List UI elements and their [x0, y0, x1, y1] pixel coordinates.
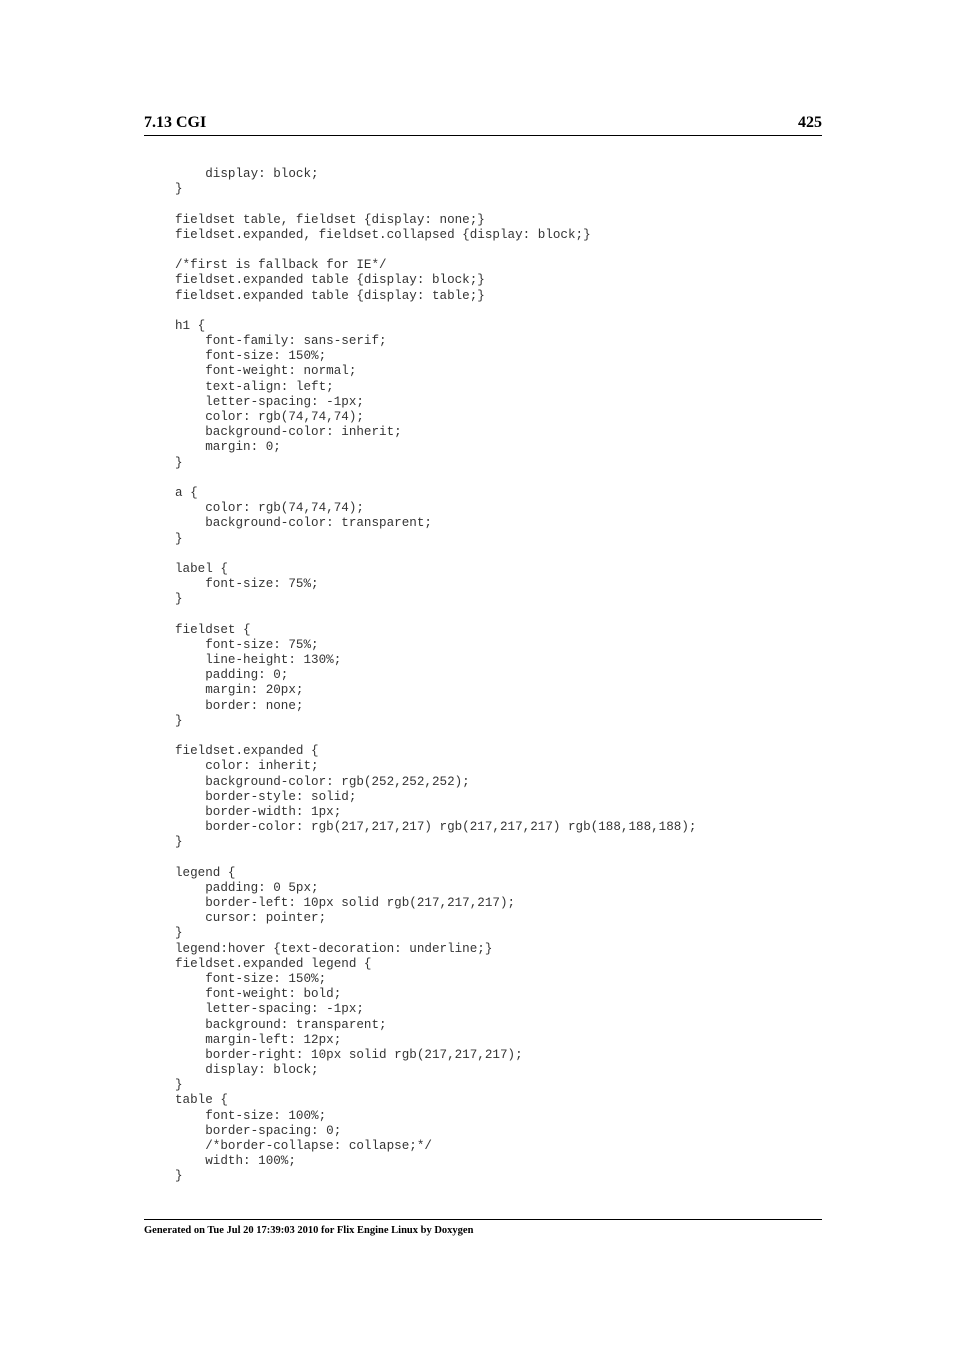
page-footer — [144, 1219, 822, 1236]
code-line: } — [175, 182, 183, 197]
code-line: border-style: solid; — [175, 789, 357, 804]
code-line — [175, 243, 696, 258]
code-line: letter-spacing: -1px; — [175, 394, 364, 409]
section-title: 7.13 CGI — [144, 114, 207, 131]
code-line: fieldset.expanded table {display: block;} — [175, 273, 485, 288]
code-line: border-width: 1px; — [175, 804, 342, 819]
code-line: } — [175, 713, 183, 728]
page-header — [144, 113, 822, 136]
code-line: border-right: 10px solid rgb(217,217,217); — [175, 1047, 523, 1062]
code-line: padding: 0; — [175, 668, 289, 683]
code-line: legend { — [175, 865, 236, 880]
code-line: fieldset { — [175, 622, 251, 637]
code-line: fieldset table, fieldset {display: none;} — [175, 212, 485, 227]
code-line: } — [175, 926, 183, 941]
code-line: legend:hover {text-decoration: underline;} — [175, 941, 493, 956]
code-line: } — [175, 1169, 183, 1184]
code-line: } — [175, 1078, 183, 1093]
generated-note: Generated on Tue Jul 20 17:39:03 2010 for Flix Engine Linux by Doxygen — [144, 1225, 474, 1236]
code-line: background-color: inherit; — [175, 425, 402, 440]
code-line: display: block; — [175, 1063, 319, 1078]
code-line: fieldset.expanded, fieldset.collapsed {display: block;} — [175, 227, 591, 242]
code-line: /*first is fallback for IE*/ — [175, 258, 387, 273]
code-line: display: block; — [175, 167, 319, 181]
code-line: padding: 0 5px; — [175, 880, 319, 895]
code-line: margin: 0; — [175, 440, 281, 455]
code-line: text-align: left; — [175, 379, 334, 394]
code-line: fieldset.expanded { — [175, 744, 319, 759]
code-line — [175, 850, 696, 865]
code-line: /*border-collapse: collapse;*/ — [175, 1139, 432, 1153]
code-listing — [175, 167, 696, 1185]
code-line: line-height: 130%; — [175, 653, 342, 667]
code-line — [175, 197, 696, 212]
code-line: font-size: 75%; — [175, 637, 319, 652]
code-line: color: rgb(74,74,74); — [175, 410, 364, 424]
code-line: margin-left: 12px; — [175, 1032, 342, 1047]
code-line: font-size: 150%; — [175, 349, 327, 364]
code-line: border-color: rgb(217,217,217) rgb(217,217,217) rgb(188,188,188); — [175, 820, 697, 835]
code-line: border-left: 10px solid rgb(217,217,217); — [175, 896, 516, 910]
code-line: font-family: sans-serif; — [175, 334, 387, 349]
code-line: font-size: 150%; — [175, 971, 327, 986]
code-line: h1 { — [175, 318, 206, 333]
code-line: font-size: 75%; — [175, 577, 319, 592]
code-line: color: inherit; — [175, 759, 319, 774]
code-line: background-color: transparent; — [175, 516, 432, 531]
code-line: width: 100%; — [175, 1154, 296, 1169]
code-line: } — [175, 592, 183, 607]
code-line — [175, 547, 696, 562]
code-line: table { — [175, 1093, 228, 1108]
code-line: border: none; — [175, 698, 304, 713]
code-line — [175, 471, 696, 486]
code-line: fieldset.expanded legend { — [175, 956, 372, 971]
code-line: background-color: rgb(252,252,252); — [175, 774, 470, 789]
code-line: background: transparent; — [175, 1017, 387, 1032]
code-line: cursor: pointer; — [175, 911, 327, 926]
code-line: font-size: 100%; — [175, 1108, 327, 1123]
code-line — [175, 607, 696, 622]
code-line: a { — [175, 485, 198, 500]
code-line: fieldset.expanded table {display: table;} — [175, 288, 485, 303]
code-line: font-weight: bold; — [175, 987, 342, 1002]
code-line: font-weight: normal; — [175, 364, 357, 379]
code-line: label { — [175, 561, 228, 576]
code-line: margin: 20px; — [175, 683, 304, 698]
code-line: border-spacing: 0; — [175, 1123, 342, 1138]
code-line: letter-spacing: -1px; — [175, 1002, 364, 1017]
code-line: } — [175, 455, 183, 470]
code-line — [175, 304, 696, 319]
code-line: } — [175, 835, 183, 850]
code-line: color: rgb(74,74,74); — [175, 501, 364, 516]
code-line — [175, 729, 696, 744]
page-number: 425 — [798, 114, 822, 131]
code-line: } — [175, 531, 183, 546]
